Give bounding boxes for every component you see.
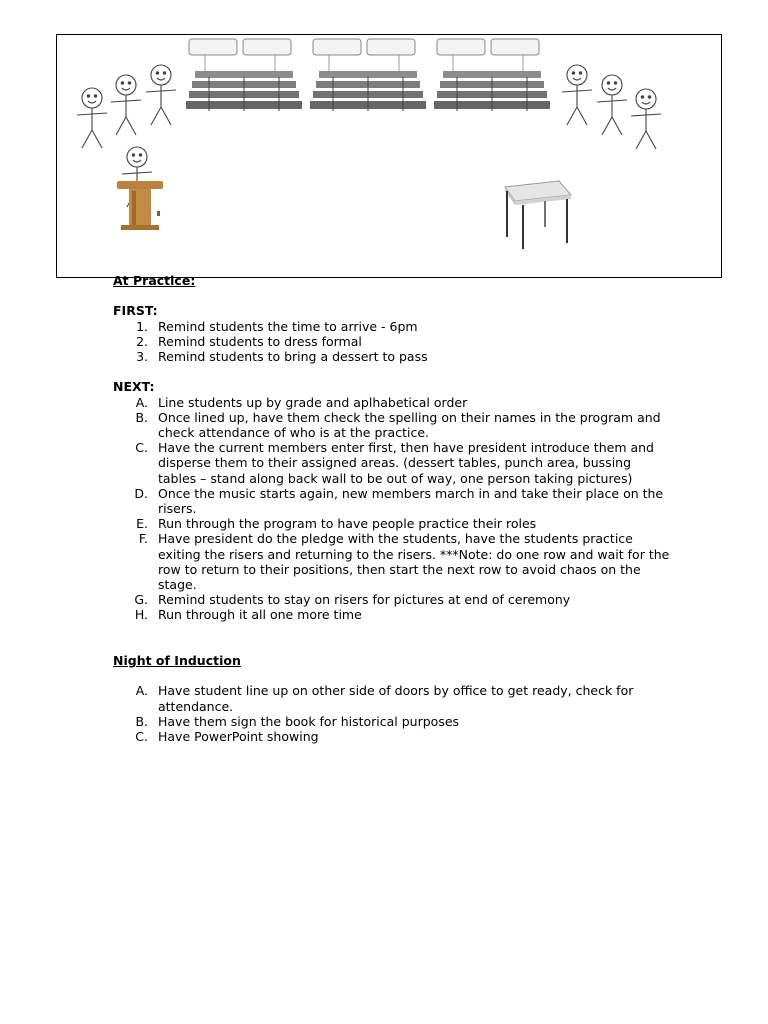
induction-list [113, 683, 673, 744]
night-of-induction-title: Night of Induction [113, 653, 241, 669]
list-item: A. Have student line up on other side of doors by office to get ready, check for attendance. [135, 683, 634, 714]
stage-riser-icon [434, 39, 550, 111]
next-list [113, 395, 673, 623]
stage-layout-drawing [57, 35, 723, 279]
list-item: A. Line students up by grade and aplhabetical order [135, 394, 468, 410]
first-heading: FIRST: [113, 303, 158, 319]
stick-figure-icon [597, 75, 627, 135]
stick-figure-icon [631, 89, 661, 149]
stage-riser-icon [310, 39, 426, 111]
list-item: H. Run through it all one more time [134, 607, 362, 623]
list-item: 2. Remind students to dress formal [136, 333, 362, 349]
list-item: B. Have them sign the book for historical purposes [135, 713, 460, 729]
list-item: 1. Remind students the time to arrive - 6pm [136, 318, 418, 334]
stick-figure-icon [562, 65, 592, 125]
first-list [113, 319, 673, 365]
instructions [113, 273, 673, 744]
stage-diagram [56, 34, 722, 278]
list-item: E. Run through the program to have people practice their roles [136, 516, 537, 532]
next-heading: NEXT: [113, 379, 155, 395]
at-practice-title: At Practice: [113, 273, 196, 288]
stage-riser-icon [186, 39, 302, 111]
podium-icon [117, 181, 163, 230]
list-item: C. Have the current members enter first, then have president introduce them and disperse them to their assigned areas. (dessert tables, punch area, bussing tables – stand along back wall to be out of way, one person taking pictures) [135, 440, 654, 486]
stick-figure-icon [77, 88, 107, 148]
stick-figure-icon [146, 65, 176, 125]
folding-table-icon [505, 181, 571, 249]
list-item: D. Once the music starts again, new members march in and take their place on the risers. [134, 485, 664, 517]
list-item: B. Once lined up, have them check the spelling on their names in the program and check attendance of who is at the practice. [135, 409, 661, 440]
stick-figure-icon [111, 75, 141, 135]
list-item: 3. Remind students to bring a dessert to pass [136, 349, 428, 364]
list-item: F. Have president do the pledge with the students, have the students practice exiting the risers and returning to the risers. ***Note: do one row and wait for the row to return to their positions, then start the next row to avoid chaos on the stage. [138, 531, 670, 593]
list-item: G. Remind students to stay on risers for pictures at end of ceremony [134, 592, 571, 608]
list-item: C. Have PowerPoint showing [135, 729, 319, 745]
